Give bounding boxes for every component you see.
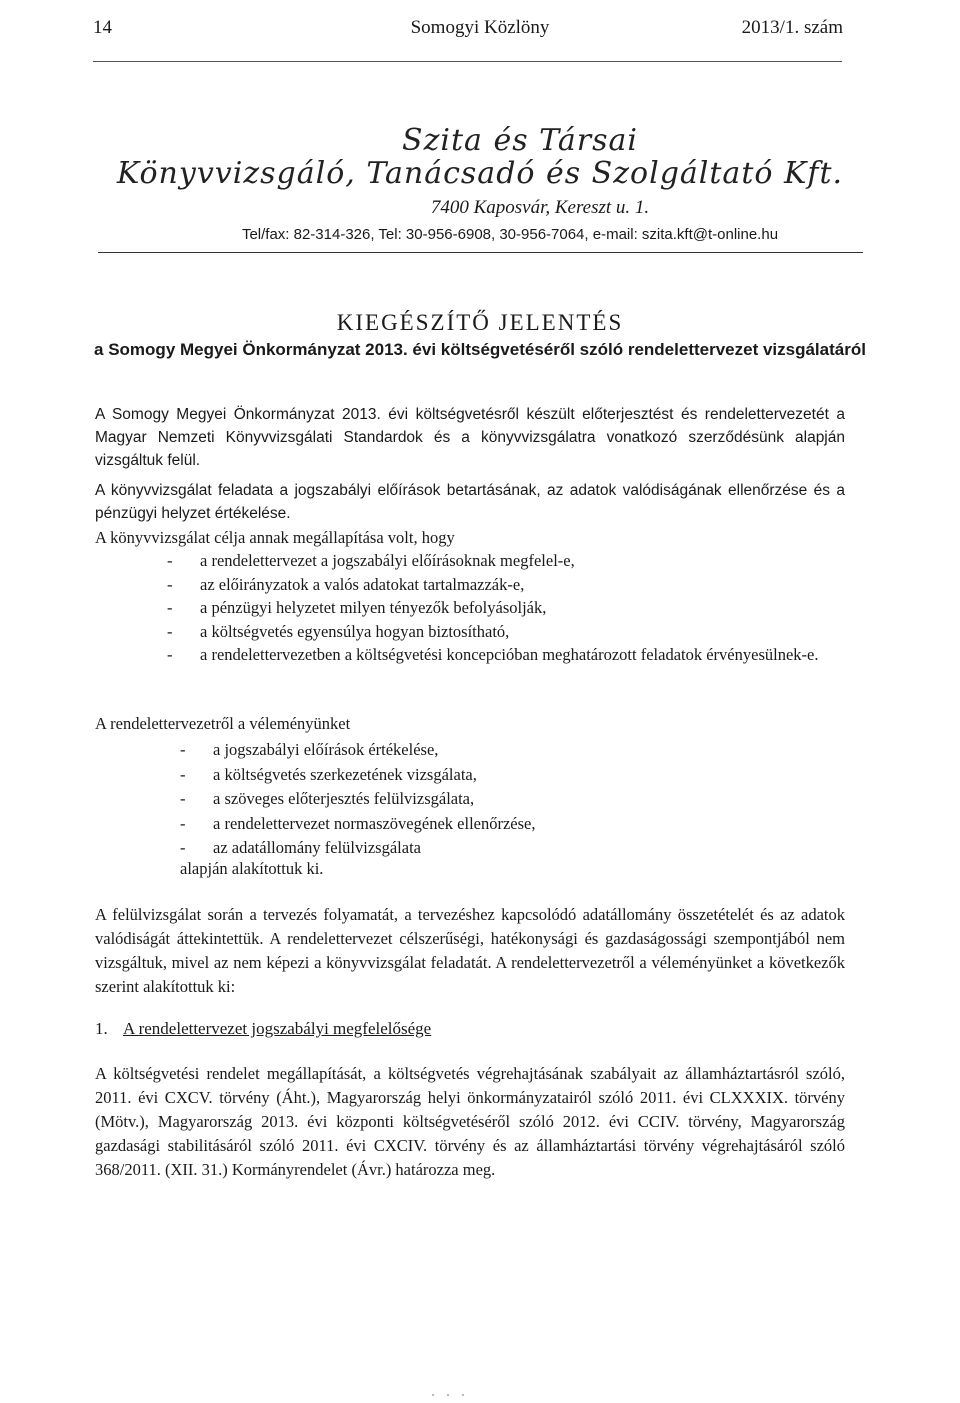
paragraph-review: A felülvizsgálat során a tervezés folyamatát, a tervezéshez kapcsolódó adatállomány összetételét és az adatok valódiságát áttekintettük. A rendelettervezet célszerűségi, hatékonysági és gazdaságossági szempontjából nem vizsgáltuk, mivel az nem képezi a könyvvizsgálat feladatát. A rendelettervezetről a véleményünket a következők szerint alakítottuk ki: [95, 905, 845, 996]
paragraph-legal-basis: A költségvetési rendelet megállapítását, a költségvetés végrehajtásának szabályait az államháztartásról szóló, 2011. évi CXCV. törvény (Áht.), Magyarország helyi önkormányzatairól szóló 2011. évi CLXXXIX. törvény (Mötv.), Magyarország 2013. évi központi költségvetéséről szóló 2012. évi CCIV. törvény, Magyarország gazdasági stabilitásáról szóló 2011. évi CXCIV. törvény és az államháztartási törvény végrehajtásáról szóló 368/2011. (XII. 31.) Kormányrendelet (Ávr.) határozza meg. [95, 1064, 845, 1179]
list-item: - a költségvetés egyensúlya hogyan biztosítható, [167, 621, 510, 641]
report-subtitle: a Somogy Megyei Önkormányzat 2013. évi költségvetéséről szóló rendelettervezet vizsgálatáról [94, 340, 866, 359]
list-item: - a rendelettervezet a jogszabályi előírásoknak megfelel-e, [167, 551, 575, 570]
paragraph-opinion-intro: A rendelettervezetről a véleményünket [95, 714, 351, 733]
section-number: 1. [95, 1019, 108, 1038]
list-item: - a rendelettervezet normaszövegének ellenőrzése, [180, 813, 536, 833]
letterhead-firm-subtitle: Könyvvizsgáló, Tanácsadó és Szolgáltató Kft. [116, 156, 844, 191]
scan-speck [462, 1394, 464, 1396]
list-item: - a költségvetés szerkezetének vizsgálata, [180, 764, 477, 784]
paragraph-intro: A Somogy Megyei Önkormányzat 2013. évi költségvetésről készült előterjesztést és rendelettervezetét a Magyar Nemzeti Könyvvizsgálati Standardok és a könyvvizsgálatra vonatkozó szerződésünk alapján vizsgáltuk felül. [95, 406, 845, 469]
publication-title: Somogyi Közlöny [410, 17, 550, 38]
opinion-list [180, 738, 833, 861]
scan-speck [447, 1394, 449, 1396]
letterhead-firm-name: Szita és Társai [402, 123, 638, 158]
scan-speck [432, 1394, 434, 1396]
page-number: 14 [93, 17, 112, 38]
paragraph-task: A könyvvizsgálat feladata a jogszabályi előírások betartásának, az adatok valódiságának ellenőrzése és a pénzügyi helyzet értékelése. [95, 482, 845, 522]
list-item: - a pénzügyi helyzetet milyen tényezők befolyásolják, [167, 598, 547, 617]
list-item: - a jogszabályi előírások értékelése, [180, 740, 439, 759]
list-item: - a szöveges előterjesztés felülvizsgálata, [180, 789, 475, 808]
goals-list [167, 549, 845, 667]
paragraph-goal-intro: A könyvvizsgálat célja annak megállapítása volt, hogy [95, 528, 455, 547]
paragraph-opinion-outro: alapján alakítottuk ki. [180, 859, 324, 878]
list-item: - az adatállomány felülvizsgálata [180, 838, 421, 857]
letterhead-divider [98, 252, 863, 253]
list-item: - az előirányzatok a valós adatokat tartalmazzák-e, [167, 574, 525, 594]
issue-number: 2013/1. szám [741, 17, 843, 38]
letterhead-address: 7400 Kaposvár, Kereszt u. 1. [430, 197, 650, 218]
list-item: - a rendelettervezetben a költségvetési koncepcióban meghatározott feladatok érvényesülnek-e. [167, 645, 819, 664]
report-title: KIEGÉSZÍTŐ JELENTÉS [336, 310, 624, 335]
section-title: A rendelettervezet jogszabályi megfelelősége [123, 1019, 432, 1038]
section-heading [95, 1017, 431, 1041]
header-divider [93, 61, 842, 62]
letterhead-contact: Tel/fax: 82-314-326, Tel: 30-956-6908, 30-956-7064, e-mail: szita.kft@t-online.hu [241, 226, 779, 243]
